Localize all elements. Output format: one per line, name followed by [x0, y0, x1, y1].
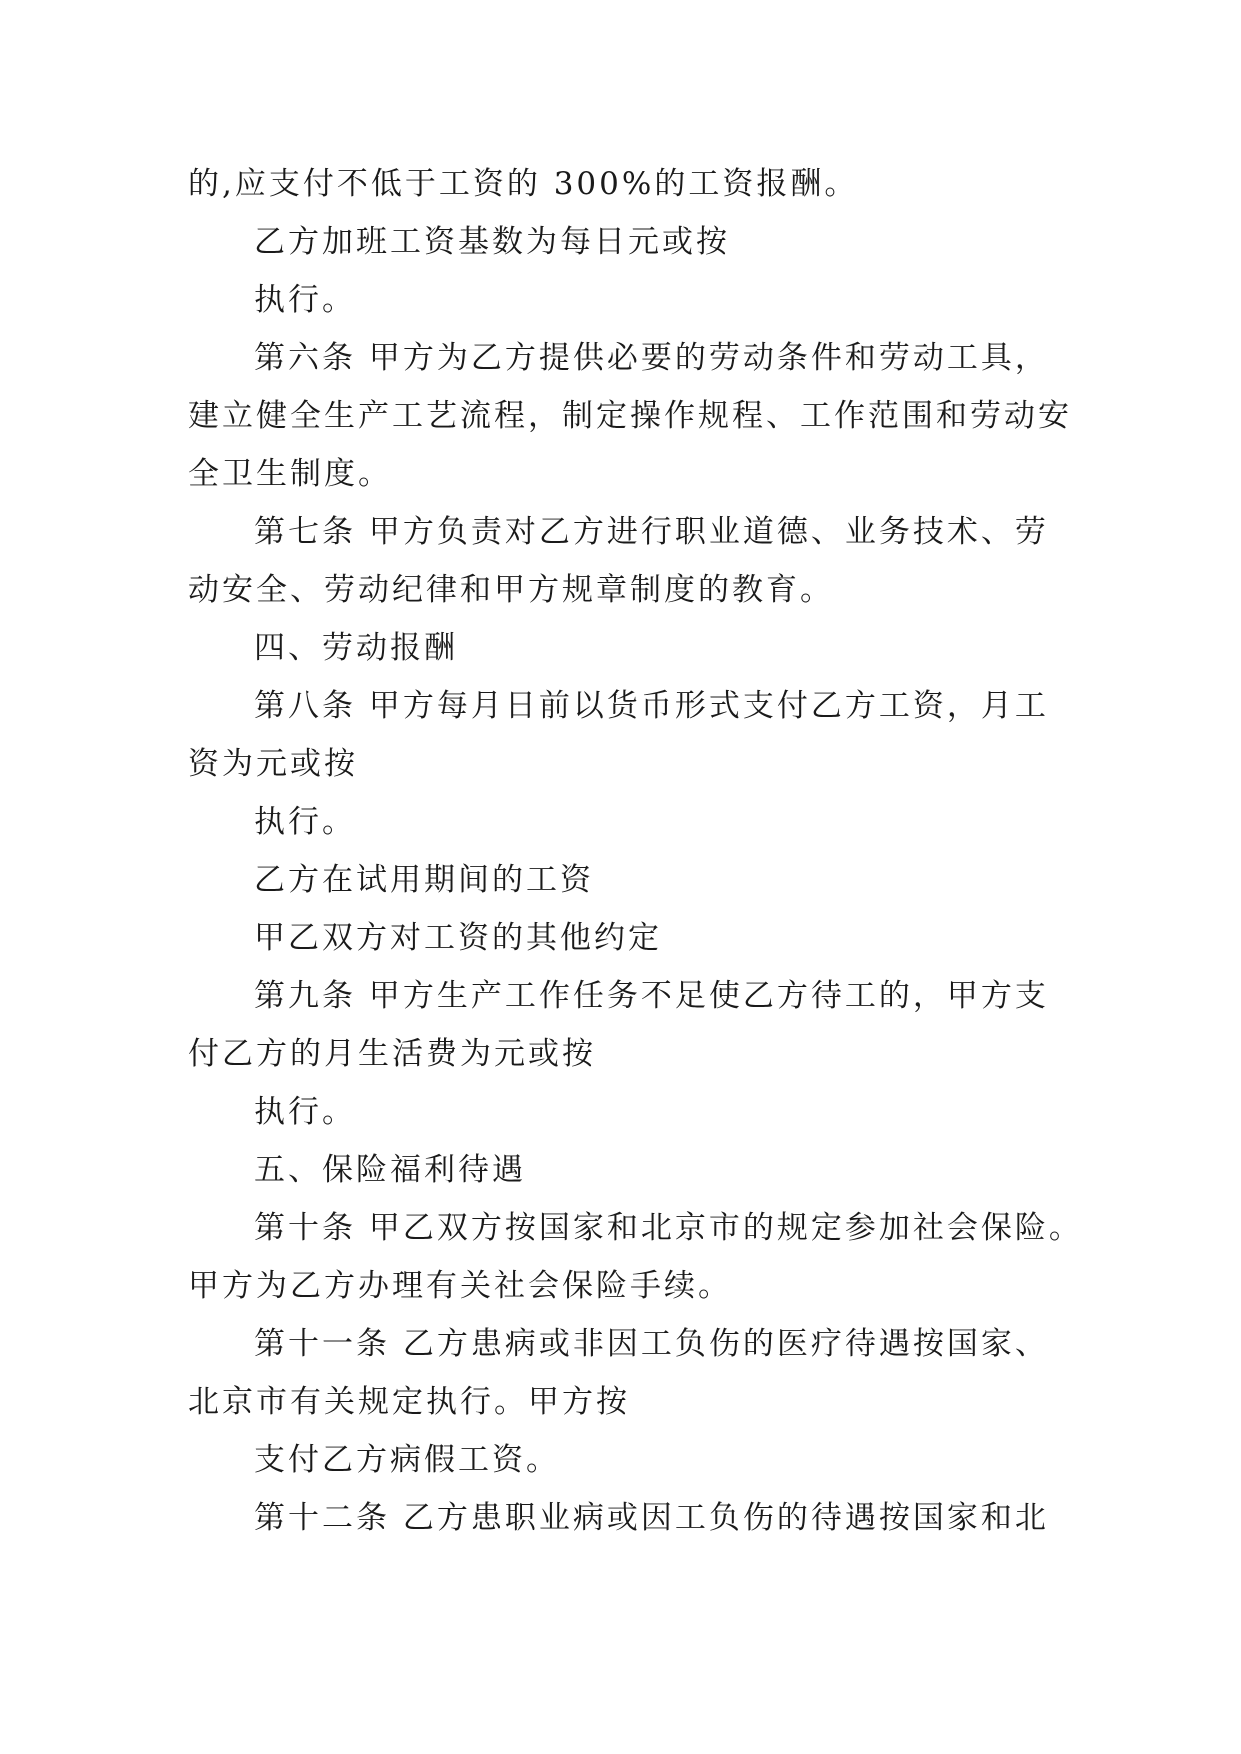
- text-line: 北京市有关规定执行。甲方按: [188, 1384, 630, 1420]
- article-8-heading-line: 第八条 甲方每月日前以货币形式支付乙方工资，月工: [254, 688, 1049, 724]
- article-9-heading-line: 第九条 甲方生产工作任务不足使乙方待工的，甲方支: [254, 978, 1049, 1014]
- text-line: 支付乙方病假工资。: [254, 1442, 560, 1478]
- text-line: 执行。: [254, 804, 356, 840]
- text-line: 动安全、劳动纪律和甲方规章制度的教育。: [188, 572, 834, 608]
- article-10-heading-line: 第十条 甲乙双方按国家和北京市的规定参加社会保险。: [254, 1210, 1083, 1246]
- text-line: 全卫生制度。: [188, 456, 392, 492]
- article-6-heading-line: 第六条 甲方为乙方提供必要的劳动条件和劳动工具，: [254, 340, 1049, 376]
- text-line: 付乙方的月生活费为元或按: [188, 1036, 596, 1072]
- text-line: 甲方为乙方办理有关社会保险手续。: [188, 1268, 732, 1304]
- text-line: 乙方在试用期间的工资: [254, 862, 594, 898]
- text-line: 资为元或按: [188, 746, 358, 782]
- text-line: 执行。: [254, 282, 356, 318]
- text-line: 甲乙双方对工资的其他约定: [254, 920, 662, 956]
- text-line: 乙方加班工资基数为每日元或按: [254, 224, 730, 260]
- section-4-title: 四、劳动报酬: [254, 630, 458, 666]
- article-12-heading-line: 第十二条 乙方患职业病或因工负伤的待遇按国家和北: [254, 1500, 1049, 1536]
- text-line: 执行。: [254, 1094, 356, 1130]
- document-body: [188, 155, 1083, 1547]
- article-7-heading-line: 第七条 甲方负责对乙方进行职业道德、业务技术、劳: [254, 514, 1049, 550]
- article-11-heading-line: 第十一条 乙方患病或非因工负伤的医疗待遇按国家、: [254, 1326, 1049, 1362]
- text-line: 建立健全生产工艺流程，制定操作规程、工作范围和劳动安: [188, 398, 1072, 434]
- text-line: 的,应支付不低于工资的 300%的工资报酬。: [188, 166, 859, 202]
- section-5-title: 五、保险福利待遇: [254, 1152, 526, 1188]
